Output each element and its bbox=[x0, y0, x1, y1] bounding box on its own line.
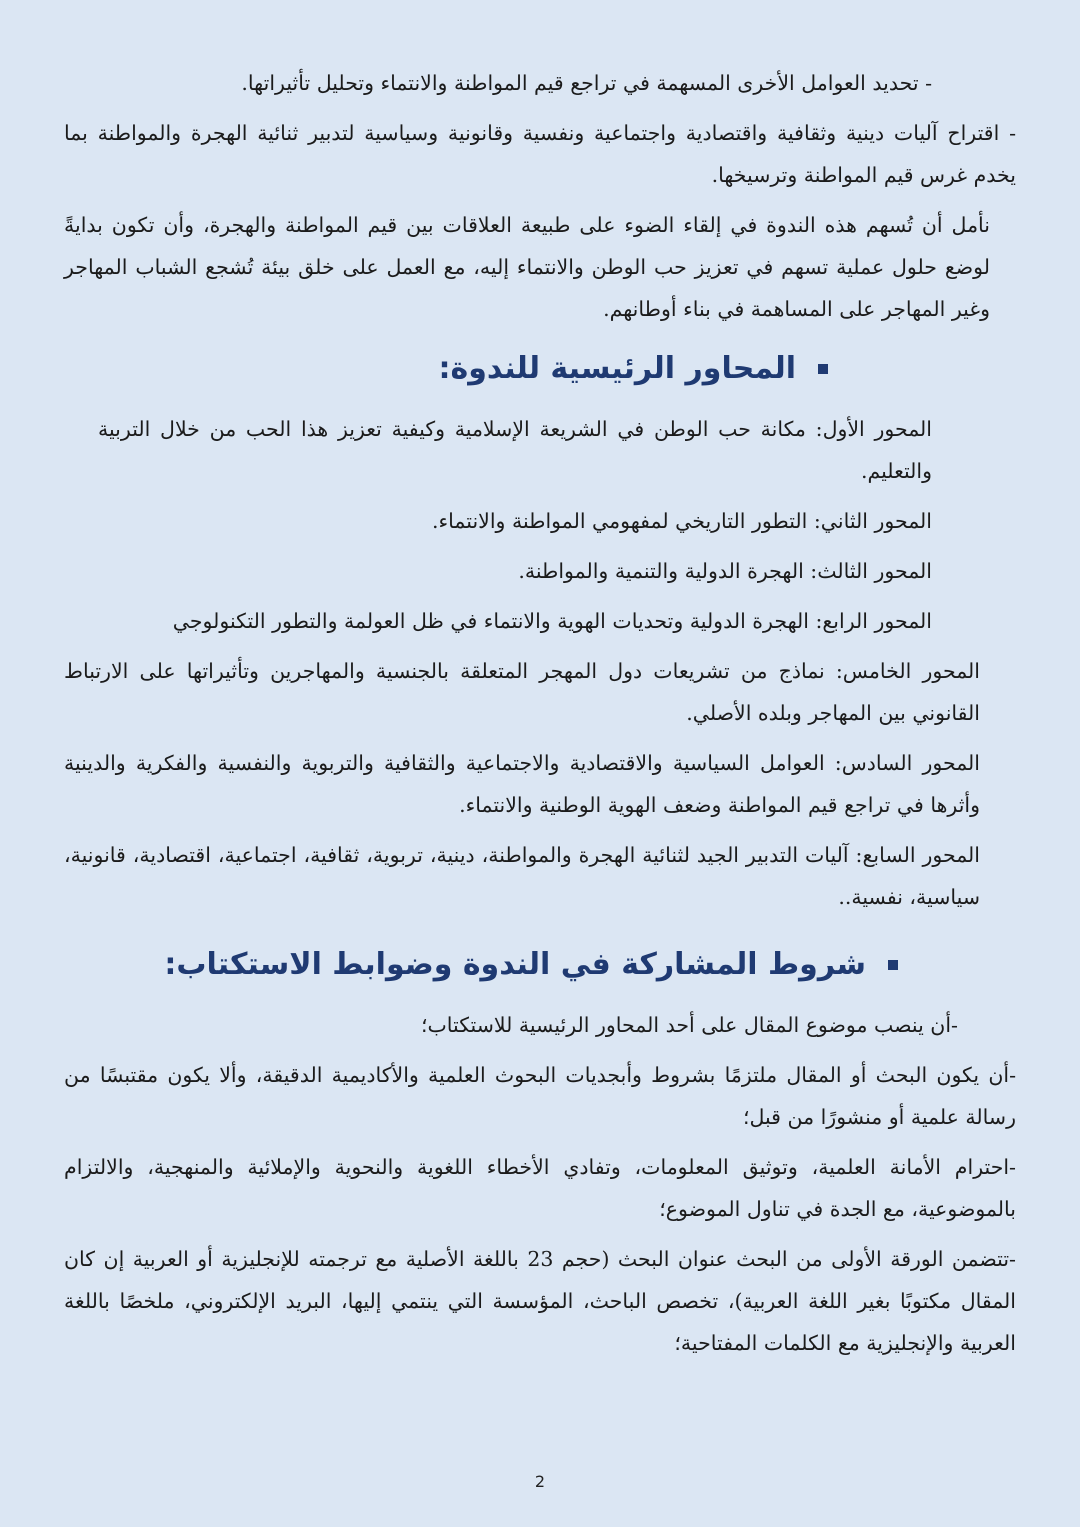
conditions-heading bbox=[64, 940, 1016, 990]
condition-item-1: -أن ينصب موضوع المقال على أحد المحاور الرئيسية للاستكتاب؛ bbox=[420, 1013, 958, 1037]
intro-item-2: - اقتراح آليات دينية وثقافية واقتصادية واجتماعية ونفسية وقانونية وسياسية لتدبير ثنائية الهجرة والمواطنة بما يخدم غرس قيم المواطنة وترسيخها. bbox=[64, 121, 1016, 187]
square-bullet-icon bbox=[818, 364, 828, 374]
axis-item-1: المحور الأول: مكانة حب الوطن في الشريعة الإسلامية وكيفية تعزيز هذا الحب من خلال التربية والتعليم. bbox=[98, 417, 932, 483]
axis-item-3: المحور الثالث: الهجرة الدولية والتنمية والمواطنة. bbox=[518, 559, 932, 583]
page-number: 2 bbox=[534, 1472, 546, 1491]
condition-item-4: -تتضمن الورقة الأولى من البحث عنوان البحث (حجم 23 باللغة الأصلية مع ترجمته للإنجليزية أو العربية إن كان المقال مكتوبًا بغير اللغة العربية)، تخصص الباحث، المؤسسة التي ينتمي إليها، البريد الإلكتروني، ملخصًا باللغة العربية والإنجليزية مع الكلمات المفتاحية؛ bbox=[64, 1247, 1016, 1355]
square-bullet-icon bbox=[888, 960, 898, 970]
axis-item-2: المحور الثاني: التطور التاريخي لمفهومي المواطنة والانتماء. bbox=[432, 509, 932, 533]
axes-heading-text: المحاور الرئيسية للندوة: bbox=[438, 351, 796, 386]
conditions-heading-text: شروط المشاركة في الندوة وضوابط الاستكتاب: bbox=[164, 947, 866, 982]
condition-item-2: -أن يكون البحث أو المقال ملتزمًا بشروط وأبجديات البحوث العلمية والأكاديمية الدقيقة، وألا يكون مقتبسًا من رسالة علمية أو منشورًا من قبل؛ bbox=[64, 1063, 1016, 1129]
axis-item-6: المحور السادس: العوامل السياسية والاقتصادية والاجتماعية والثقافية والتربوية والنفسية والفكرية والدينية وأثرها في تراجع قيم المواطنة وضعف الهوية الوطنية والانتماء. bbox=[64, 751, 980, 817]
intro-item-1: - تحديد العوامل الأخرى المسهمة في تراجع قيم المواطنة والانتماء وتحليل تأثيراتها. bbox=[241, 71, 932, 95]
axes-heading bbox=[64, 344, 1016, 394]
hope-paragraph: نأمل أن تُسهم هذه الندوة في إلقاء الضوء على طبيعة العلاقات بين قيم المواطنة والهجرة، وأن تكون بدايةً لوضع حلول عملية تسهم في تعزيز حب الوطن والانتماء إليه، مع العمل على خلق بيئة تُشجع الشباب المهاجر وغير المهاجر على المساهمة في بناء أوطانهم. bbox=[64, 213, 990, 321]
condition-item-3: -احترام الأمانة العلمية، وتوثيق المعلومات، وتفادي الأخطاء اللغوية والنحوية والإملائية والمنهجية، والالتزام بالموضوعية، مع الجدة في تناول الموضوع؛ bbox=[64, 1155, 1016, 1221]
axis-item-4: المحور الرابع: الهجرة الدولية وتحديات الهوية والانتماء في ظل العولمة والتطور التكنولوجي bbox=[172, 609, 932, 633]
document-page bbox=[64, 62, 1016, 1364]
axis-item-5: المحور الخامس: نماذج من تشريعات دول المهجر المتعلقة بالجنسية والمهاجرين وتأثيراتها على الارتباط القانوني بين المهاجر وبلده الأصلي. bbox=[64, 659, 980, 725]
axis-item-7: المحور السابع: آليات التدبير الجيد لثنائية الهجرة والمواطنة، دينية، تربوية، ثقافية، اجتماعية، اقتصادية، قانونية، سياسية، نفسية.. bbox=[64, 843, 980, 909]
